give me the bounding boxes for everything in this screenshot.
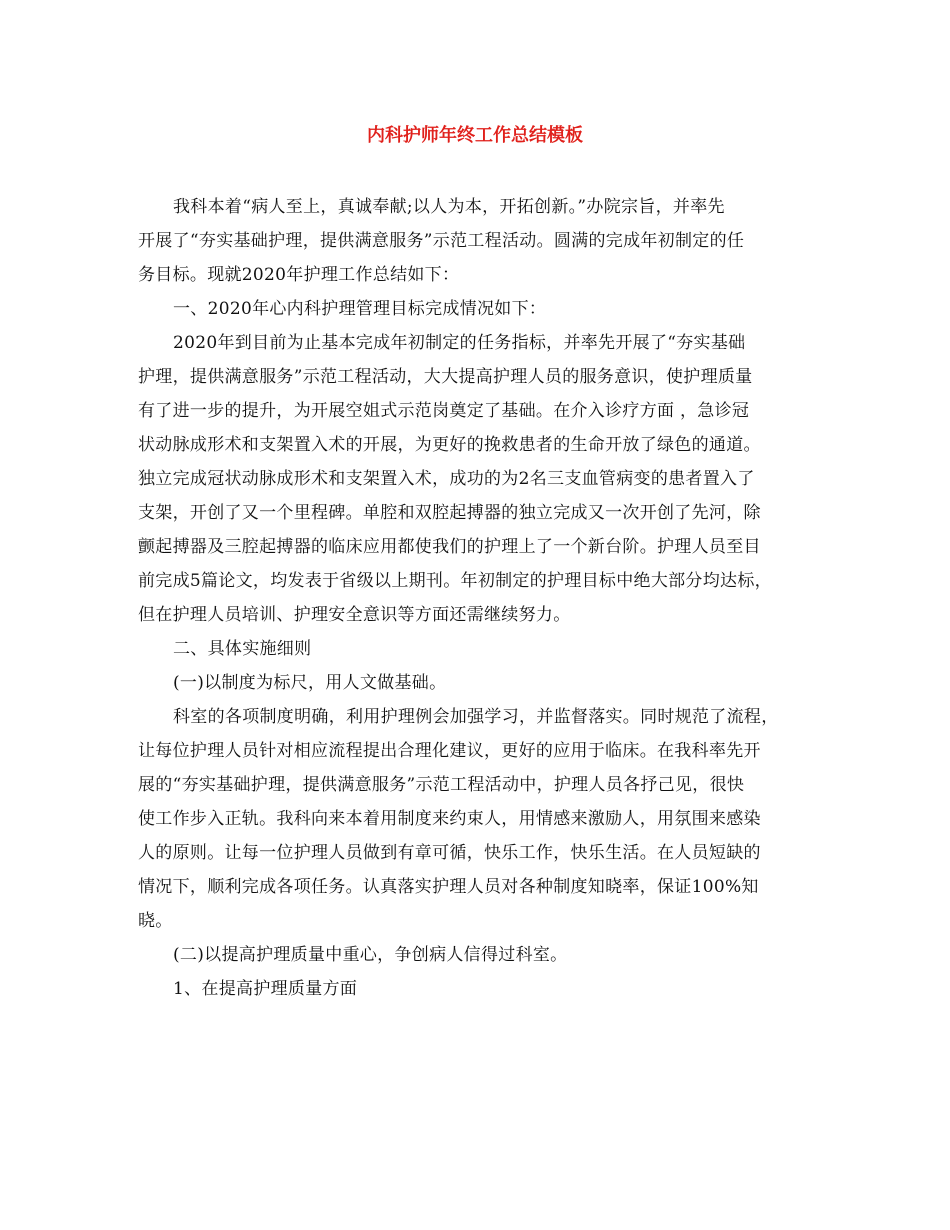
text-line: 支架，开创了又一个里程碑。单腔和双腔起搏器的独立完成又一次开创了先河，除 <box>138 503 761 523</box>
text-line: 科室的各项制度明确，利用护理例会加强学习，并监督落实。同时规范了流程， <box>173 707 779 727</box>
text-line: 颤起搏器及三腔起搏器的临床应用都使我们的护理上了一个新台阶。护理人员至目 <box>138 537 761 557</box>
text-line: 我科本着“病人至上，真诚奉献;以人为本，开拓创新。”办院宗旨，并率先 <box>173 197 725 217</box>
text-line: 有了进一步的提升，为开展空姐式示范岗奠定了基础。在介入诊疗方面 ，急诊冠 <box>138 401 750 421</box>
text-line: (二)以提高护理质量中重心，争创病人信得过科室。 <box>173 945 568 965</box>
text-line: (一)以制度为标尺，用人文做基础。 <box>173 673 447 693</box>
text-line: 一、2020年心内科护理管理目标完成情况如下： <box>173 299 547 319</box>
text-line: 晓。 <box>138 911 173 931</box>
text-line: 人的原则。让每一位护理人员做到有章可循，快乐工作，快乐生活。在人员短缺的 <box>138 843 761 863</box>
text-line: 务目标。现就2020年护理工作总结如下： <box>138 265 460 285</box>
text-line: 前完成5篇论文，均发表于省级以上期刊。年初制定的护理目标中绝大部分均达标， <box>138 571 772 591</box>
text-line: 护理，提供满意服务”示范工程活动，大大提高护理人员的服务意识，使护理质量 <box>138 367 753 387</box>
text-line: 开展了“夯实基础护理，提供满意服务”示范工程活动。圆满的完成年初制定的任 <box>138 231 745 251</box>
text-line: 情况下，顺利完成各项任务。认真落实护理人员对各种制度知晓率，保证100%知 <box>138 877 759 897</box>
text-line: 二、具体实施细则 <box>173 639 312 659</box>
text-line: 状动脉成形术和支架置入术的开展，为更好的挽救患者的生命开放了绿色的通道。 <box>138 435 761 455</box>
text-line: 1、在提高护理质量方面 <box>173 979 358 999</box>
text-line: 2020年到目前为止基本完成年初制定的任务指标，并率先开展了“夯实基础 <box>173 333 746 353</box>
text-line: 使工作步入正轨。我科向来本着用制度来约束人，用情感来激励人，用氛围来感染 <box>138 809 761 829</box>
text-line: 独立完成冠状动脉成形术和支架置入术，成功的为2名三支血管病变的患者置入了 <box>138 469 755 489</box>
document-title: 内科护师年终工作总结模板 <box>367 125 583 146</box>
text-line: 展的“夯实基础护理，提供满意服务”示范工程活动中，护理人员各抒己见，很快 <box>138 775 745 795</box>
text-line: 但在护理人员培训、护理安全意识等方面还需继续努力。 <box>138 605 571 625</box>
text-line: 让每位护理人员针对相应流程提出合理化建议，更好的应用于临床。在我科率先开 <box>138 741 761 761</box>
document-body <box>138 190 810 1006</box>
